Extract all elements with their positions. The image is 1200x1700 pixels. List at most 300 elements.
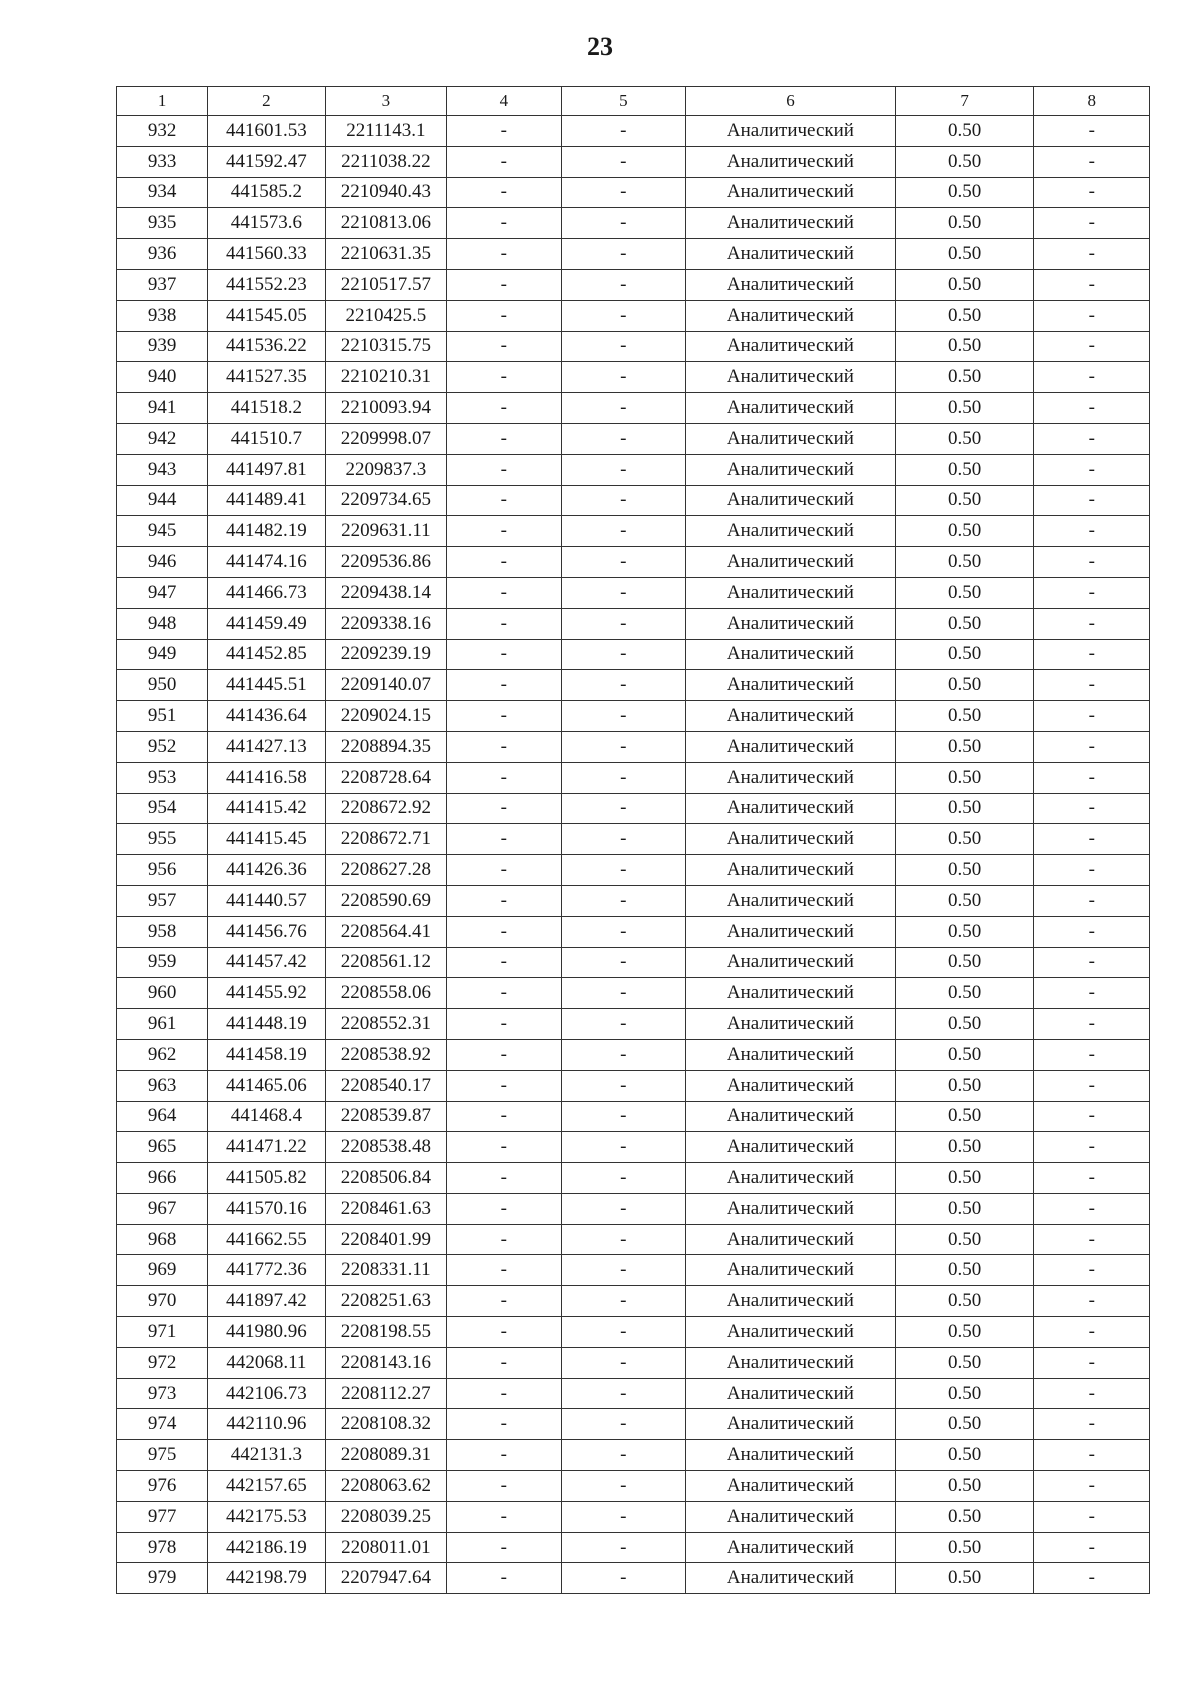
cell-point-number: 943	[117, 454, 208, 485]
cell-column-8: -	[1034, 177, 1150, 208]
cell-y-coordinate: 2209734.65	[325, 485, 447, 516]
cell-method: Аналитический	[686, 855, 896, 886]
cell-x-coordinate: 441980.96	[208, 1317, 325, 1348]
table-row	[117, 885, 1150, 916]
cell-method: Аналитический	[686, 1132, 896, 1163]
cell-column-8: -	[1034, 577, 1150, 608]
cell-method: Аналитический	[686, 885, 896, 916]
cell-y-coordinate: 2209998.07	[325, 423, 447, 454]
cell-column-5: -	[561, 177, 686, 208]
cell-accuracy: 0.50	[895, 701, 1034, 732]
cell-column-4: -	[447, 1224, 561, 1255]
cell-column-8: -	[1034, 1471, 1150, 1502]
cell-column-4: -	[447, 1009, 561, 1040]
cell-column-8: -	[1034, 485, 1150, 516]
cell-column-5: -	[561, 608, 686, 639]
cell-method: Аналитический	[686, 916, 896, 947]
table-row	[117, 1409, 1150, 1440]
cell-point-number: 940	[117, 362, 208, 393]
cell-method: Аналитический	[686, 208, 896, 239]
cell-column-8: -	[1034, 1563, 1150, 1594]
column-header-1: 1	[117, 87, 208, 116]
cell-accuracy: 0.50	[895, 116, 1034, 147]
cell-point-number: 970	[117, 1286, 208, 1317]
table-row	[117, 1563, 1150, 1594]
cell-y-coordinate: 2208089.31	[325, 1440, 447, 1471]
cell-point-number: 957	[117, 885, 208, 916]
cell-column-5: -	[561, 701, 686, 732]
cell-y-coordinate: 2208251.63	[325, 1286, 447, 1317]
cell-y-coordinate: 2208331.11	[325, 1255, 447, 1286]
cell-column-8: -	[1034, 1317, 1150, 1348]
cell-point-number: 975	[117, 1440, 208, 1471]
cell-y-coordinate: 2209338.16	[325, 608, 447, 639]
cell-column-5: -	[561, 1132, 686, 1163]
cell-column-5: -	[561, 1409, 686, 1440]
cell-x-coordinate: 441560.33	[208, 239, 325, 270]
cell-point-number: 966	[117, 1163, 208, 1194]
cell-y-coordinate: 2208538.48	[325, 1132, 447, 1163]
cell-column-5: -	[561, 1224, 686, 1255]
cell-column-5: -	[561, 516, 686, 547]
cell-column-8: -	[1034, 947, 1150, 978]
cell-method: Аналитический	[686, 239, 896, 270]
cell-column-4: -	[447, 300, 561, 331]
cell-point-number: 933	[117, 146, 208, 177]
cell-column-4: -	[447, 1255, 561, 1286]
cell-y-coordinate: 2208143.16	[325, 1347, 447, 1378]
cell-point-number: 935	[117, 208, 208, 239]
cell-column-4: -	[447, 269, 561, 300]
cell-method: Аналитический	[686, 1471, 896, 1502]
cell-column-5: -	[561, 762, 686, 793]
column-header-7: 7	[895, 87, 1034, 116]
table-row	[117, 670, 1150, 701]
cell-column-8: -	[1034, 1224, 1150, 1255]
cell-accuracy: 0.50	[895, 762, 1034, 793]
cell-y-coordinate: 2209631.11	[325, 516, 447, 547]
table-row	[117, 1163, 1150, 1194]
cell-accuracy: 0.50	[895, 1101, 1034, 1132]
cell-column-4: -	[447, 547, 561, 578]
cell-column-8: -	[1034, 300, 1150, 331]
column-header-4: 4	[447, 87, 561, 116]
cell-point-number: 951	[117, 701, 208, 732]
cell-accuracy: 0.50	[895, 1193, 1034, 1224]
cell-accuracy: 0.50	[895, 1563, 1034, 1594]
cell-y-coordinate: 2208894.35	[325, 731, 447, 762]
cell-column-8: -	[1034, 1039, 1150, 1070]
table-row	[117, 824, 1150, 855]
cell-method: Аналитический	[686, 331, 896, 362]
table-row	[117, 1440, 1150, 1471]
cell-column-5: -	[561, 855, 686, 886]
cell-column-8: -	[1034, 331, 1150, 362]
cell-point-number: 960	[117, 978, 208, 1009]
column-header-2: 2	[208, 87, 325, 116]
cell-accuracy: 0.50	[895, 824, 1034, 855]
cell-column-5: -	[561, 1070, 686, 1101]
cell-method: Аналитический	[686, 116, 896, 147]
table-row	[117, 1193, 1150, 1224]
cell-point-number: 974	[117, 1409, 208, 1440]
cell-method: Аналитический	[686, 1286, 896, 1317]
cell-accuracy: 0.50	[895, 670, 1034, 701]
cell-method: Аналитический	[686, 1347, 896, 1378]
cell-column-4: -	[447, 1163, 561, 1194]
cell-method: Аналитический	[686, 146, 896, 177]
cell-point-number: 932	[117, 116, 208, 147]
table-row	[117, 516, 1150, 547]
cell-x-coordinate: 442198.79	[208, 1563, 325, 1594]
cell-y-coordinate: 2208561.12	[325, 947, 447, 978]
table-row	[117, 608, 1150, 639]
cell-column-5: -	[561, 1039, 686, 1070]
cell-x-coordinate: 441489.41	[208, 485, 325, 516]
cell-point-number: 954	[117, 793, 208, 824]
cell-column-8: -	[1034, 423, 1150, 454]
cell-column-4: -	[447, 1409, 561, 1440]
cell-column-8: -	[1034, 701, 1150, 732]
cell-y-coordinate: 2210813.06	[325, 208, 447, 239]
cell-y-coordinate: 2208627.28	[325, 855, 447, 886]
cell-column-4: -	[447, 978, 561, 1009]
cell-x-coordinate: 441505.82	[208, 1163, 325, 1194]
table-row	[117, 423, 1150, 454]
cell-column-4: -	[447, 608, 561, 639]
cell-column-4: -	[447, 146, 561, 177]
cell-column-8: -	[1034, 1286, 1150, 1317]
cell-accuracy: 0.50	[895, 1255, 1034, 1286]
cell-column-4: -	[447, 855, 561, 886]
cell-column-4: -	[447, 1440, 561, 1471]
cell-x-coordinate: 441436.64	[208, 701, 325, 732]
cell-y-coordinate: 2210425.5	[325, 300, 447, 331]
cell-point-number: 950	[117, 670, 208, 701]
cell-method: Аналитический	[686, 1440, 896, 1471]
cell-x-coordinate: 441465.06	[208, 1070, 325, 1101]
cell-point-number: 967	[117, 1193, 208, 1224]
table-row	[117, 454, 1150, 485]
cell-y-coordinate: 2210631.35	[325, 239, 447, 270]
cell-column-4: -	[447, 485, 561, 516]
table-body	[117, 116, 1150, 1594]
cell-point-number: 978	[117, 1532, 208, 1563]
cell-point-number: 953	[117, 762, 208, 793]
cell-accuracy: 0.50	[895, 208, 1034, 239]
cell-column-8: -	[1034, 608, 1150, 639]
cell-method: Аналитический	[686, 639, 896, 670]
cell-x-coordinate: 442175.53	[208, 1501, 325, 1532]
cell-accuracy: 0.50	[895, 1163, 1034, 1194]
cell-accuracy: 0.50	[895, 239, 1034, 270]
cell-column-5: -	[561, 454, 686, 485]
cell-x-coordinate: 441458.19	[208, 1039, 325, 1070]
cell-column-8: -	[1034, 239, 1150, 270]
cell-y-coordinate: 2207947.64	[325, 1563, 447, 1594]
cell-accuracy: 0.50	[895, 331, 1034, 362]
cell-point-number: 979	[117, 1563, 208, 1594]
cell-x-coordinate: 441545.05	[208, 300, 325, 331]
cell-method: Аналитический	[686, 731, 896, 762]
cell-x-coordinate: 441448.19	[208, 1009, 325, 1040]
cell-point-number: 948	[117, 608, 208, 639]
cell-x-coordinate: 441662.55	[208, 1224, 325, 1255]
cell-column-5: -	[561, 947, 686, 978]
cell-x-coordinate: 441897.42	[208, 1286, 325, 1317]
cell-accuracy: 0.50	[895, 1409, 1034, 1440]
cell-x-coordinate: 441536.22	[208, 331, 325, 362]
cell-column-5: -	[561, 1347, 686, 1378]
cell-accuracy: 0.50	[895, 516, 1034, 547]
cell-x-coordinate: 441527.35	[208, 362, 325, 393]
cell-column-8: -	[1034, 1501, 1150, 1532]
cell-method: Аналитический	[686, 393, 896, 424]
cell-method: Аналитический	[686, 485, 896, 516]
cell-accuracy: 0.50	[895, 1224, 1034, 1255]
cell-method: Аналитический	[686, 608, 896, 639]
cell-column-5: -	[561, 1378, 686, 1409]
cell-accuracy: 0.50	[895, 1070, 1034, 1101]
cell-method: Аналитический	[686, 1070, 896, 1101]
cell-column-8: -	[1034, 824, 1150, 855]
cell-column-5: -	[561, 393, 686, 424]
cell-accuracy: 0.50	[895, 1286, 1034, 1317]
cell-y-coordinate: 2208672.92	[325, 793, 447, 824]
cell-accuracy: 0.50	[895, 639, 1034, 670]
table-row	[117, 1070, 1150, 1101]
cell-column-5: -	[561, 331, 686, 362]
cell-column-4: -	[447, 793, 561, 824]
cell-x-coordinate: 441452.85	[208, 639, 325, 670]
header-row	[117, 87, 1150, 116]
cell-y-coordinate: 2210315.75	[325, 331, 447, 362]
cell-point-number: 971	[117, 1317, 208, 1348]
cell-column-4: -	[447, 947, 561, 978]
cell-point-number: 942	[117, 423, 208, 454]
cell-column-8: -	[1034, 116, 1150, 147]
cell-column-8: -	[1034, 269, 1150, 300]
cell-accuracy: 0.50	[895, 485, 1034, 516]
cell-column-5: -	[561, 577, 686, 608]
table-row	[117, 269, 1150, 300]
table-row	[117, 177, 1150, 208]
cell-column-8: -	[1034, 1409, 1150, 1440]
cell-column-5: -	[561, 1101, 686, 1132]
cell-method: Аналитический	[686, 177, 896, 208]
cell-method: Аналитический	[686, 577, 896, 608]
cell-column-4: -	[447, 1501, 561, 1532]
cell-column-8: -	[1034, 1163, 1150, 1194]
cell-y-coordinate: 2209024.15	[325, 701, 447, 732]
table-row	[117, 1286, 1150, 1317]
cell-point-number: 969	[117, 1255, 208, 1286]
cell-column-5: -	[561, 1501, 686, 1532]
cell-accuracy: 0.50	[895, 608, 1034, 639]
cell-x-coordinate: 441573.6	[208, 208, 325, 239]
table-row	[117, 916, 1150, 947]
cell-column-4: -	[447, 1471, 561, 1502]
cell-method: Аналитический	[686, 670, 896, 701]
cell-accuracy: 0.50	[895, 978, 1034, 1009]
cell-method: Аналитический	[686, 762, 896, 793]
cell-accuracy: 0.50	[895, 1440, 1034, 1471]
table-header	[117, 87, 1150, 116]
table-row	[117, 1224, 1150, 1255]
cell-method: Аналитический	[686, 978, 896, 1009]
cell-x-coordinate: 441497.81	[208, 454, 325, 485]
cell-column-8: -	[1034, 1378, 1150, 1409]
cell-column-8: -	[1034, 670, 1150, 701]
cell-accuracy: 0.50	[895, 300, 1034, 331]
cell-x-coordinate: 441455.92	[208, 978, 325, 1009]
cell-x-coordinate: 441440.57	[208, 885, 325, 916]
cell-method: Аналитический	[686, 1039, 896, 1070]
cell-column-4: -	[447, 239, 561, 270]
cell-accuracy: 0.50	[895, 885, 1034, 916]
table-row	[117, 485, 1150, 516]
cell-column-4: -	[447, 1193, 561, 1224]
cell-accuracy: 0.50	[895, 947, 1034, 978]
cell-column-4: -	[447, 701, 561, 732]
table-row	[117, 701, 1150, 732]
cell-point-number: 949	[117, 639, 208, 670]
cell-point-number: 961	[117, 1009, 208, 1040]
column-header-5: 5	[561, 87, 686, 116]
table-row	[117, 577, 1150, 608]
table-row	[117, 1009, 1150, 1040]
column-header-6: 6	[686, 87, 896, 116]
cell-column-8: -	[1034, 1101, 1150, 1132]
cell-y-coordinate: 2208564.41	[325, 916, 447, 947]
cell-x-coordinate: 441427.13	[208, 731, 325, 762]
table-row	[117, 762, 1150, 793]
table-row	[117, 731, 1150, 762]
cell-y-coordinate: 2208039.25	[325, 1501, 447, 1532]
cell-point-number: 972	[117, 1347, 208, 1378]
cell-column-5: -	[561, 146, 686, 177]
cell-column-4: -	[447, 1317, 561, 1348]
cell-point-number: 945	[117, 516, 208, 547]
cell-x-coordinate: 441510.7	[208, 423, 325, 454]
cell-x-coordinate: 441570.16	[208, 1193, 325, 1224]
cell-column-5: -	[561, 208, 686, 239]
cell-accuracy: 0.50	[895, 423, 1034, 454]
cell-column-8: -	[1034, 1132, 1150, 1163]
table-row	[117, 331, 1150, 362]
cell-column-4: -	[447, 731, 561, 762]
cell-column-4: -	[447, 1347, 561, 1378]
cell-x-coordinate: 441415.45	[208, 824, 325, 855]
cell-y-coordinate: 2208558.06	[325, 978, 447, 1009]
cell-column-4: -	[447, 639, 561, 670]
cell-x-coordinate: 441592.47	[208, 146, 325, 177]
table-row	[117, 362, 1150, 393]
cell-column-5: -	[561, 1193, 686, 1224]
cell-column-8: -	[1034, 731, 1150, 762]
cell-x-coordinate: 441601.53	[208, 116, 325, 147]
cell-x-coordinate: 441518.2	[208, 393, 325, 424]
cell-point-number: 936	[117, 239, 208, 270]
cell-y-coordinate: 2208590.69	[325, 885, 447, 916]
cell-x-coordinate: 441456.76	[208, 916, 325, 947]
cell-column-8: -	[1034, 639, 1150, 670]
cell-x-coordinate: 441459.49	[208, 608, 325, 639]
table-row	[117, 1471, 1150, 1502]
cell-y-coordinate: 2208198.55	[325, 1317, 447, 1348]
table-row	[117, 947, 1150, 978]
cell-x-coordinate: 441552.23	[208, 269, 325, 300]
cell-method: Аналитический	[686, 824, 896, 855]
cell-accuracy: 0.50	[895, 577, 1034, 608]
cell-point-number: 964	[117, 1101, 208, 1132]
cell-column-4: -	[447, 916, 561, 947]
cell-x-coordinate: 441415.42	[208, 793, 325, 824]
cell-column-5: -	[561, 916, 686, 947]
cell-y-coordinate: 2208538.92	[325, 1039, 447, 1070]
cell-y-coordinate: 2209837.3	[325, 454, 447, 485]
cell-column-8: -	[1034, 916, 1150, 947]
cell-column-8: -	[1034, 362, 1150, 393]
cell-x-coordinate: 441585.2	[208, 177, 325, 208]
cell-y-coordinate: 2208011.01	[325, 1532, 447, 1563]
cell-method: Аналитический	[686, 362, 896, 393]
cell-column-4: -	[447, 516, 561, 547]
cell-method: Аналитический	[686, 1193, 896, 1224]
cell-method: Аналитический	[686, 793, 896, 824]
cell-column-8: -	[1034, 1532, 1150, 1563]
cell-point-number: 937	[117, 269, 208, 300]
cell-column-5: -	[561, 362, 686, 393]
column-header-3: 3	[325, 87, 447, 116]
table-row	[117, 1039, 1150, 1070]
cell-column-8: -	[1034, 1070, 1150, 1101]
cell-point-number: 944	[117, 485, 208, 516]
cell-column-8: -	[1034, 762, 1150, 793]
cell-x-coordinate: 441416.58	[208, 762, 325, 793]
table-row	[117, 208, 1150, 239]
cell-accuracy: 0.50	[895, 146, 1034, 177]
cell-point-number: 977	[117, 1501, 208, 1532]
cell-accuracy: 0.50	[895, 1532, 1034, 1563]
cell-column-4: -	[447, 885, 561, 916]
table-row	[117, 1317, 1150, 1348]
cell-accuracy: 0.50	[895, 1317, 1034, 1348]
cell-column-5: -	[561, 1471, 686, 1502]
cell-accuracy: 0.50	[895, 1347, 1034, 1378]
cell-column-5: -	[561, 824, 686, 855]
cell-column-8: -	[1034, 208, 1150, 239]
cell-column-4: -	[447, 1563, 561, 1594]
cell-accuracy: 0.50	[895, 269, 1034, 300]
cell-point-number: 934	[117, 177, 208, 208]
cell-method: Аналитический	[686, 1378, 896, 1409]
cell-column-4: -	[447, 762, 561, 793]
table-row	[117, 1347, 1150, 1378]
cell-column-8: -	[1034, 146, 1150, 177]
cell-column-5: -	[561, 423, 686, 454]
cell-accuracy: 0.50	[895, 454, 1034, 485]
cell-y-coordinate: 2209239.19	[325, 639, 447, 670]
cell-x-coordinate: 442157.65	[208, 1471, 325, 1502]
cell-column-4: -	[447, 1132, 561, 1163]
cell-point-number: 958	[117, 916, 208, 947]
cell-accuracy: 0.50	[895, 393, 1034, 424]
cell-accuracy: 0.50	[895, 1039, 1034, 1070]
cell-y-coordinate: 2208728.64	[325, 762, 447, 793]
cell-point-number: 946	[117, 547, 208, 578]
cell-point-number: 963	[117, 1070, 208, 1101]
